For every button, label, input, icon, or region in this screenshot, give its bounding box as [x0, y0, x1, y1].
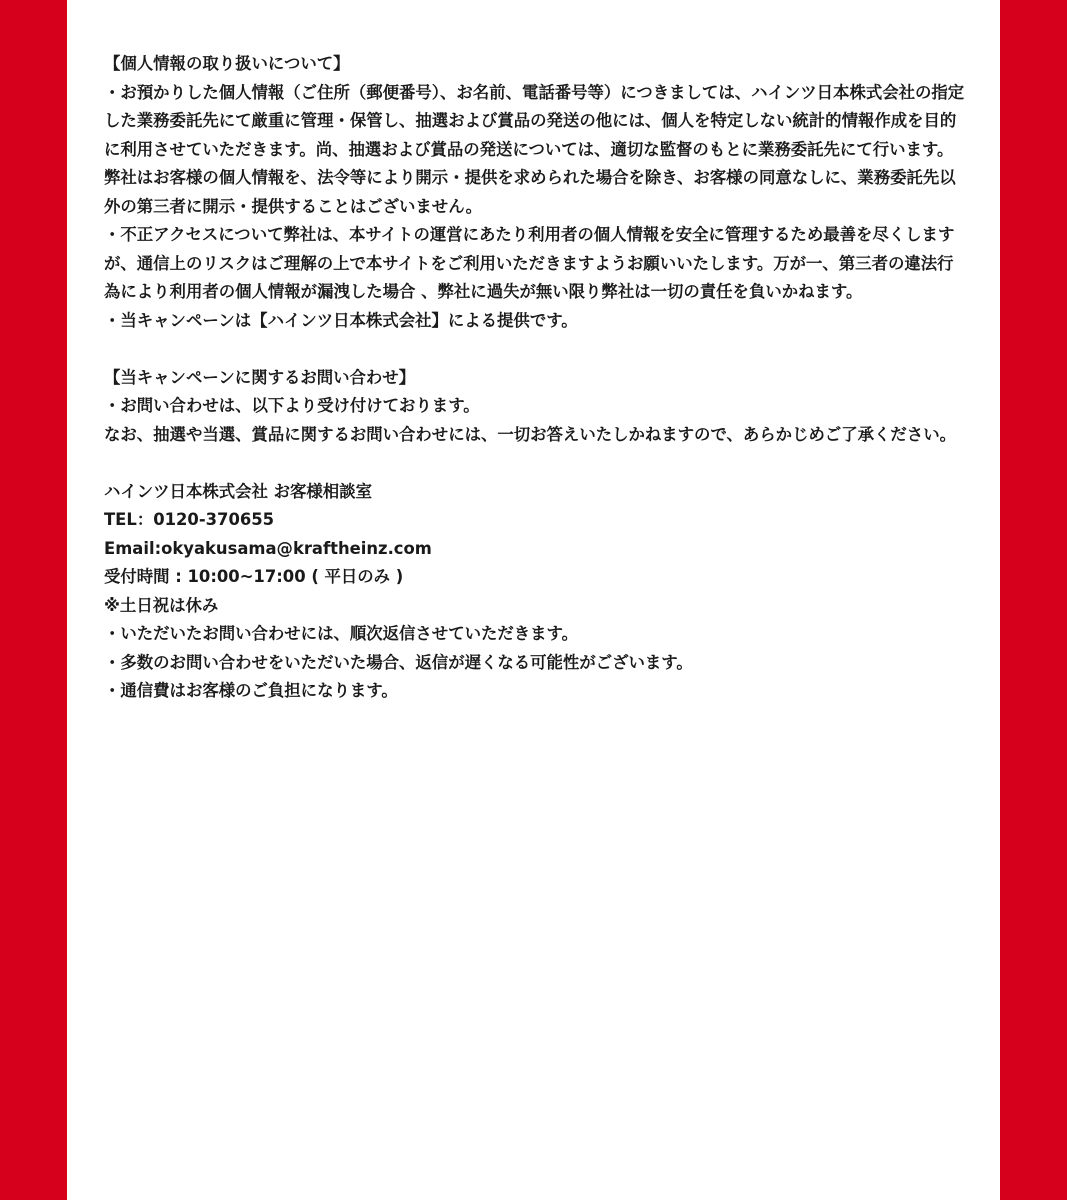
- privacy-heading: 【個人情報の取り扱いについて】: [104, 54, 350, 73]
- inquiry-line-accept: ・お問い合わせは、以下より受け付けております。: [104, 396, 480, 415]
- contact-tel: TEL：0120-370655: [104, 510, 275, 529]
- privacy-paragraph-provider: ・当キャンペーンは【ハインツ日本株式会社】による提供です。: [104, 310, 578, 330]
- privacy-paragraph-usage: ・お預かりした個人情報（ご住所（郵便番号）、お名前、電話番号等）につきましては、ハインツ日本株式会社の指定した業務委託先にて厳重に管理・保管し、抽選および賞品の発送の他には、個人を特定しない統計的情報作成を目的に利用させていただきます。尚、抽選および賞品の発送については、適切な監督のもとに業務委託先にて行います。弊社はお客様の個人情報を、法令等により開示・提供を求められた場合を除き、お客様の同意なしに、業務委託先以外の第三者に開示・提供することはございません。: [104, 82, 965, 216]
- contact-email: Email:okyakusama@kraftheinz.com: [104, 538, 432, 558]
- content-panel: [67, 0, 1000, 1200]
- contact-note-delay: ・多数のお問い合わせをいただいた場合、返信が遅くなる可能性がございます。: [104, 652, 693, 672]
- contact-note-cost: ・通信費はお客様のご負担になります。: [104, 681, 398, 700]
- contact-company: ハインツ日本株式会社 お客様相談室: [104, 481, 372, 501]
- spacer: [104, 449, 966, 478]
- contact-note-reply: ・いただいたお問い合わせには、順次返信させていただきます。: [104, 624, 579, 643]
- privacy-paragraph-security: ・不正アクセスについて弊社は、本サイトの運営にあたり利用者の個人情報を安全に管理するため最善を尽くしますが、通信上のリスクはご理解の上で本サイトをご利用いただきますようお願いいたします。万が一、第三者の違法行為により利用者の個人情報が漏洩した場合 、弊社に過失が無い限り弊社は一切の責任を負いかねます。: [104, 225, 955, 301]
- contact-closed-days: ※土日祝は休み: [104, 595, 219, 615]
- spacer: [104, 335, 966, 364]
- terms-text-block: [104, 50, 966, 706]
- contact-hours: 受付時間 : 10:00~17:00 ( 平日のみ ): [104, 567, 404, 586]
- inquiry-line-disclaimer: なお、抽選や当選、賞品に関するお問い合わせには、一切お答えいたしかねますので、あらかじめご了承ください。: [104, 424, 956, 444]
- inquiry-heading: 【当キャンペーンに関するお問い合わせ】: [104, 367, 416, 387]
